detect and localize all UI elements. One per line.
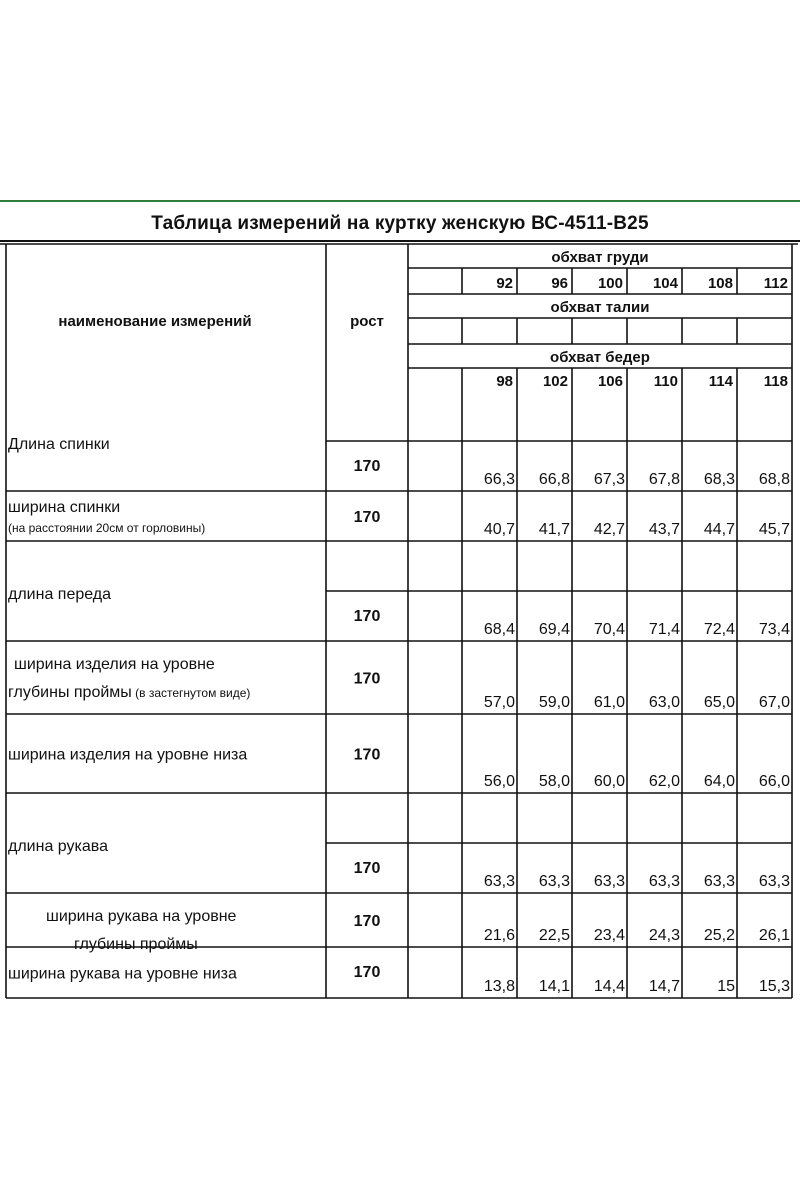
measurement-value: 14,1	[538, 978, 570, 995]
chest-size: 108	[707, 275, 733, 292]
hip-size: 98	[496, 373, 513, 390]
measurement-value: 21,6	[483, 927, 515, 944]
chest-size: 92	[496, 275, 513, 292]
measurement-value: 66,8	[538, 471, 570, 488]
height-value: 170	[353, 860, 381, 877]
measurement-value: 59,0	[538, 694, 570, 711]
measurement-value: 63,3	[593, 873, 625, 890]
measurement-value: 71,4	[648, 621, 680, 638]
measurement-value: 15	[717, 978, 735, 995]
waist-label: обхват талии	[550, 299, 650, 316]
measurement-name: ширина рукава на уровне низа	[8, 965, 237, 983]
measurement-value: 56,0	[483, 773, 515, 790]
measurement-value: 63,3	[648, 873, 680, 890]
measurement-value: 41,7	[538, 521, 570, 538]
hip-size: 118	[763, 373, 788, 390]
measurement-value: 63,3	[758, 873, 790, 890]
measurement-value: 26,1	[758, 927, 790, 944]
hip-size: 114	[708, 373, 733, 390]
height-value: 170	[353, 670, 381, 688]
measurement-value: 44,7	[703, 521, 735, 538]
measurement-value: 57,0	[483, 694, 515, 711]
hip-size: 106	[597, 373, 623, 390]
hip-size: 102	[542, 373, 568, 390]
measurement-value: 25,2	[703, 927, 735, 944]
measurement-value: 15,3	[758, 978, 790, 995]
measurement-name: длина переда	[8, 586, 112, 603]
measurement-value: 69,4	[538, 621, 570, 638]
measurement-value: 22,5	[538, 927, 570, 944]
measurement-value: 68,8	[758, 471, 790, 488]
measurement-name: ширина спинки	[8, 499, 121, 516]
measurement-note: (на расстоянии 20см от горловины)	[8, 521, 206, 535]
measurement-value: 63,3	[538, 873, 570, 890]
measurement-value: 70,4	[593, 621, 625, 638]
measurement-value: 67,8	[648, 471, 680, 488]
measurement-value: 68,3	[703, 471, 735, 488]
chest-size: 112	[763, 275, 788, 292]
page-title: Таблица измерений на куртку женскую ВС-4511-В25	[151, 213, 649, 234]
measurement-value: 13,8	[483, 978, 515, 995]
measurement-value: 62,0	[648, 773, 680, 790]
chest-size: 104	[652, 275, 678, 292]
measurement-name: Длина спинки	[8, 436, 110, 453]
measurement-name: ширина рукава на уровне	[46, 908, 237, 925]
measurement-note: (в застегнутом виде)	[131, 686, 251, 700]
height-value: 170	[353, 746, 381, 764]
measurement-name: ширина изделия на уровне	[14, 656, 215, 673]
measurement-value: 66,0	[758, 773, 790, 790]
measurement-name: длина рукава	[8, 838, 108, 855]
chest-size: 100	[597, 275, 623, 292]
measurement-value: 14,7	[648, 978, 680, 995]
height-value: 170	[353, 913, 381, 930]
measurement-value: 58,0	[538, 773, 570, 790]
measurement-value: 63,3	[483, 873, 515, 890]
hip-size: 110	[653, 373, 678, 390]
measurement-name-line2: глубины проймы (в застегнутом виде)	[8, 684, 251, 701]
hip-label: обхват бедер	[550, 349, 650, 366]
measurement-value: 23,4	[593, 927, 625, 944]
measurement-value: 73,4	[758, 621, 790, 638]
height-value: 170	[353, 608, 381, 625]
measurement-value: 65,0	[703, 694, 735, 711]
measurement-value: 72,4	[703, 621, 735, 638]
chest-size: 96	[551, 275, 568, 292]
chest-label: обхват груди	[551, 249, 649, 266]
height-column-header: рост	[350, 313, 384, 330]
measurement-value: 63,0	[648, 694, 680, 711]
measurement-value: 63,3	[703, 873, 735, 890]
measurement-value: 43,7	[648, 521, 680, 538]
measurement-value: 67,0	[758, 694, 790, 711]
measurement-value: 45,7	[758, 521, 790, 538]
measurement-value: 14,4	[593, 978, 625, 995]
measurement-value: 61,0	[593, 694, 625, 711]
measurement-value: 64,0	[703, 773, 735, 790]
height-value: 170	[353, 509, 381, 526]
measurement-value: 66,3	[483, 471, 515, 488]
measurement-name-line2: глубины проймы	[74, 936, 198, 953]
height-value: 170	[353, 964, 381, 981]
name-column-header: наименование измерений	[58, 313, 252, 330]
measurement-value: 60,0	[593, 773, 625, 790]
measurement-value: 67,3	[593, 471, 625, 488]
measurement-value: 68,4	[483, 621, 515, 638]
measurement-value: 40,7	[483, 521, 515, 538]
height-value: 170	[353, 458, 381, 475]
measurement-value: 24,3	[648, 927, 680, 944]
measurement-name: ширина изделия на уровне низа	[8, 746, 248, 764]
measurement-value: 42,7	[593, 521, 625, 538]
